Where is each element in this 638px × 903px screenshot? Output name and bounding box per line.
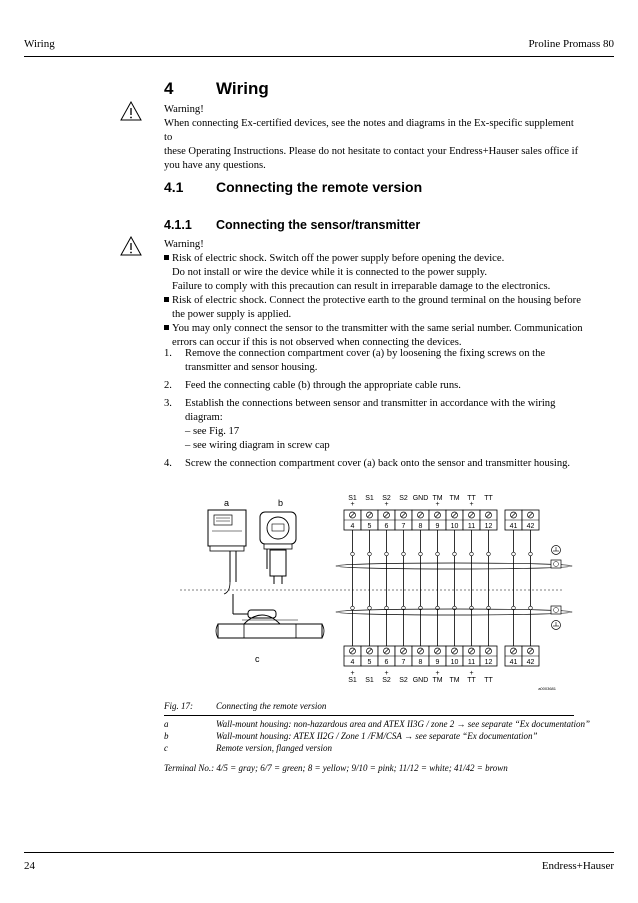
bullet-square-icon (164, 297, 169, 302)
step-item: 4. Screw the connection compartment cover (a) back onto the sensor and transmitter housing. (164, 458, 571, 469)
warning-title: Warning! (164, 239, 204, 250)
chapter-heading (164, 79, 269, 99)
terminal-blocks (336, 495, 572, 684)
signal-label: GND (412, 495, 429, 502)
bullet-square-icon (164, 255, 169, 260)
chapter-title: Wiring (216, 79, 269, 98)
wall-mount-housing-b (260, 512, 296, 584)
polarity-mark: + (350, 670, 355, 677)
signal-label: GND (412, 677, 429, 684)
wire-junction (368, 606, 372, 610)
sensor-c (216, 594, 324, 638)
polarity-mark: + (435, 670, 440, 677)
signal-label: TM (449, 495, 460, 502)
legend-list (164, 718, 590, 774)
terminal-number: 8 (418, 659, 423, 666)
polarity-mark: + (384, 501, 389, 508)
terminal-number: 10 (450, 659, 459, 666)
terminal-number: 11 (467, 523, 476, 530)
section-heading (164, 179, 422, 195)
figure-label: Fig. 17: (164, 701, 193, 711)
terminal-number: 12 (484, 659, 493, 666)
terminal-number: 6 (384, 659, 389, 666)
polarity-mark: + (469, 670, 474, 677)
subsection-title: Connecting the sensor/transmitter (216, 218, 421, 232)
chapter-number: 4 (164, 79, 174, 98)
terminal-number: 9 (435, 523, 440, 530)
signal-label: TT (467, 495, 476, 502)
signal-label: TT (484, 677, 493, 684)
signal-label: S2 (399, 495, 408, 502)
ground-terminal-icon (551, 560, 561, 568)
signal-label: TM (432, 677, 443, 684)
polarity-mark: + (350, 501, 355, 508)
header-rule (24, 56, 614, 57)
procedure-steps (164, 347, 584, 475)
subsection-number: 4.1.1 (164, 218, 192, 232)
device-label-b: b (278, 498, 284, 508)
warning-ex-block (164, 103, 584, 173)
section-title: Connecting the remote version (216, 179, 423, 195)
signal-label: S1 (348, 495, 357, 502)
warning-icon (120, 236, 142, 256)
warning-bullet-cont: Failure to comply with this precaution can result in irreparable damage to the electronics. (172, 281, 551, 292)
signal-label: TT (467, 677, 476, 684)
terminal-number: 42 (526, 523, 535, 530)
wiring-diagram (164, 484, 584, 694)
warning-icon (120, 101, 142, 121)
legend-item: c Remote version, flanged version (164, 743, 332, 753)
legend-item: a Wall-mount housing: non-hazardous area and ATEX II3G / zone 2 → see separate “Ex documentation” (164, 719, 590, 729)
wire-junction (487, 552, 491, 556)
step-item: 2. Feed the connecting cable (b) through the appropriate cable runs. (164, 380, 461, 391)
running-header-section: Wiring (24, 38, 55, 50)
signal-label: S2 (382, 677, 391, 684)
page-number: 24 (24, 860, 35, 872)
signal-label: S2 (382, 495, 391, 502)
terminal-number: 6 (384, 523, 389, 530)
terminal-number: 9 (435, 659, 440, 666)
wire-junction (351, 606, 355, 610)
footer-brand: Endress+Hauser (541, 860, 614, 872)
signal-label: S1 (365, 677, 374, 684)
polarity-mark: + (469, 501, 474, 508)
section-number: 4.1 (164, 179, 184, 195)
step-item: 1. Remove the connection compartment cover (a) by loosening the fixing screws on the transmitter and sensor housing. (164, 348, 546, 373)
signal-label: S1 (348, 677, 357, 684)
terminal-number: 10 (450, 523, 459, 530)
figure-code: a0003681 (538, 686, 556, 691)
terminal-number: 5 (367, 523, 372, 530)
warning-bullet-cont: the power supply is applied. (172, 309, 292, 320)
terminal-color-note: Terminal No.: 4/5 = gray; 6/7 = green; 8 = yellow; 9/10 = pink; 11/12 = white; 41/42 = brown (164, 763, 508, 773)
wire-junction (351, 552, 355, 556)
figure-caption (164, 700, 326, 712)
wire-junction (368, 552, 372, 556)
caption-rule (164, 715, 574, 716)
signal-label: S2 (399, 677, 408, 684)
wire-junction (453, 552, 457, 556)
bullet-square-icon (164, 325, 169, 330)
warning-bullet: Risk of electric shock. Connect the protective earth to the ground terminal on the housing before (164, 294, 584, 308)
running-header-product: Proline Promass 80 (528, 38, 614, 50)
warning-bullet: You may only connect the sensor to the transmitter with the same serial number. Communication (164, 322, 584, 336)
terminal-number: 11 (467, 659, 476, 666)
wire-junction (512, 552, 516, 556)
wall-mount-housing-a (208, 510, 246, 594)
cable-shield (336, 563, 572, 569)
terminal-number: 8 (418, 523, 423, 530)
polarity-mark: + (384, 670, 389, 677)
signal-label: TM (432, 495, 443, 502)
ground-terminal-icon (551, 606, 561, 614)
terminal-number: 12 (484, 523, 493, 530)
wire-junction (419, 552, 423, 556)
warning-title: Warning! (164, 104, 204, 115)
terminal-number: 7 (401, 523, 406, 530)
warning-line: these Operating Instructions. Please do not hesitate to contact your Endress+Hauser sales office if (164, 146, 579, 157)
footer-rule (24, 852, 614, 853)
legend-item: b Wall-mount housing: ATEX II2G / Zone 1 /FM/CSA → see separate “Ex documentation” (164, 731, 538, 741)
polarity-mark: + (435, 501, 440, 508)
terminal-number: 41 (509, 523, 518, 530)
signal-label: TM (449, 677, 460, 684)
device-label-c: c (255, 654, 260, 664)
warning-bullet-cont: Do not install or wire the device while it is connected to the power supply. (172, 267, 487, 278)
signal-label: TT (484, 495, 493, 502)
warning-line: you have any questions. (164, 160, 266, 171)
wire-junction (436, 552, 440, 556)
wire-junction (385, 552, 389, 556)
subsection-heading (164, 218, 420, 232)
device-label-a: a (224, 498, 230, 508)
terminal-number: 5 (367, 659, 372, 666)
terminal-number: 4 (350, 659, 355, 666)
terminal-number: 41 (509, 659, 518, 666)
terminal-number: 4 (350, 523, 355, 530)
warning-shock-block (164, 238, 584, 350)
warning-line: When connecting Ex-certified devices, see the notes and diagrams in the Ex-specific supplement to (164, 118, 574, 143)
wire-junction (402, 552, 406, 556)
terminal-number: 7 (401, 659, 406, 666)
step-item: 3. Establish the connections between sensor and transmitter in accordance with the wiring diagram: – see Fig. 17 – see wiring diagram in screw cap (164, 398, 556, 451)
signal-label: S1 (365, 495, 374, 502)
wire-junction (470, 552, 474, 556)
warning-bullet: Risk of electric shock. Switch off the power supply before opening the device. (164, 252, 584, 266)
wire-junction (529, 552, 533, 556)
terminal-number: 42 (526, 659, 535, 666)
warning-bullet-cont: errors can occur if this is not observed when connecting the devices. (172, 337, 462, 348)
figure-title: Connecting the remote version (216, 701, 327, 711)
